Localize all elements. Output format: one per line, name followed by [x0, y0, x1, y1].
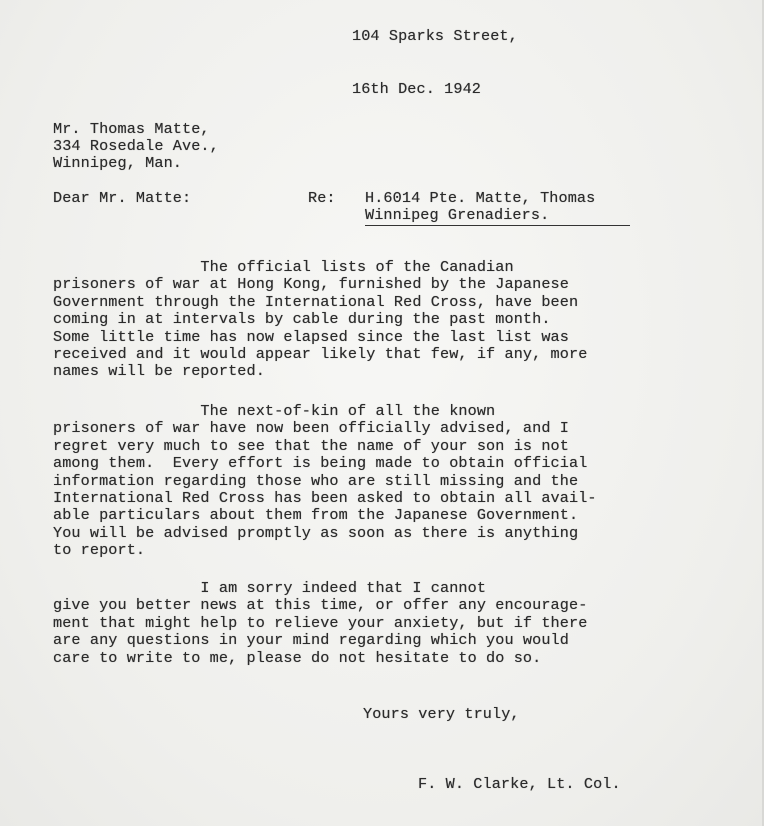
paragraph-1-line: coming in at intervals by cable during the past month. — [53, 310, 551, 329]
salutation: Dear Mr. Matte: — [53, 189, 192, 207]
paragraph-3-line: care to write to me, please do not hesitate to do so. — [53, 648, 542, 667]
re-label: Re: — [308, 189, 336, 207]
paragraph-3-line: are any questions in your mind regarding which you would — [53, 631, 569, 650]
paragraph-3-line: ment that might help to relieve your anxiety, but if there — [53, 613, 588, 632]
re-regiment: Winnipeg Grenadiers. — [365, 207, 630, 226]
closing: Yours very truly, — [363, 705, 520, 723]
paragraph-2-line: International Red Cross has been asked to obtain all avail- — [53, 489, 597, 508]
paragraph-2 — [53, 403, 693, 560]
recipient-street: 334 Rosedale Ave., — [53, 137, 219, 155]
paragraph-1-line: prisoners of war at Hong Kong, furnished by the Japanese — [53, 275, 569, 294]
paragraph-3 — [53, 580, 693, 667]
paragraph-3-line: I am sorry indeed that I cannot — [53, 579, 487, 597]
recipient-name: Mr. Thomas Matte, — [53, 120, 210, 138]
paragraph-1-line: The official lists of the Canadian — [53, 258, 514, 276]
recipient-city: Winnipeg, Man. — [53, 154, 182, 172]
paragraph-1-line: Government through the International Red Cross, have been — [53, 292, 579, 311]
paragraph-2-line: The next-of-kin of all the known — [53, 402, 496, 420]
re-soldier: H.6014 Pte. Matte, Thomas — [365, 189, 596, 207]
paragraph-1-line: names will be reported. — [53, 362, 265, 381]
sender-address: 104 Sparks Street, — [352, 27, 518, 45]
paragraph-2-line: information regarding those who are still missing and the — [53, 471, 579, 490]
paragraph-3-line: give you better news at this time, or offer any encourage- — [53, 596, 588, 615]
paragraph-1-line: Some little time has now elapsed since the last list was — [53, 327, 569, 346]
paragraph-2-line: to report. — [53, 541, 146, 560]
letter-date: 16th Dec. 1942 — [352, 80, 481, 98]
paragraph-1-line: received and it would appear likely that few, if any, more — [53, 345, 588, 364]
paragraph-2-line: able particulars about them from the Japanese Government. — [53, 506, 579, 525]
paragraph-1 — [53, 259, 693, 381]
signature: F. W. Clarke, Lt. Col. — [418, 775, 621, 793]
paragraph-2-line: among them. Every effort is being made to obtain official — [53, 454, 588, 473]
paragraph-2-line: prisoners of war have now been officially advised, and I — [53, 419, 569, 438]
paragraph-2-line: You will be advised promptly as soon as there is anything — [53, 523, 579, 542]
paragraph-2-line: regret very much to see that the name of your son is not — [53, 436, 569, 455]
